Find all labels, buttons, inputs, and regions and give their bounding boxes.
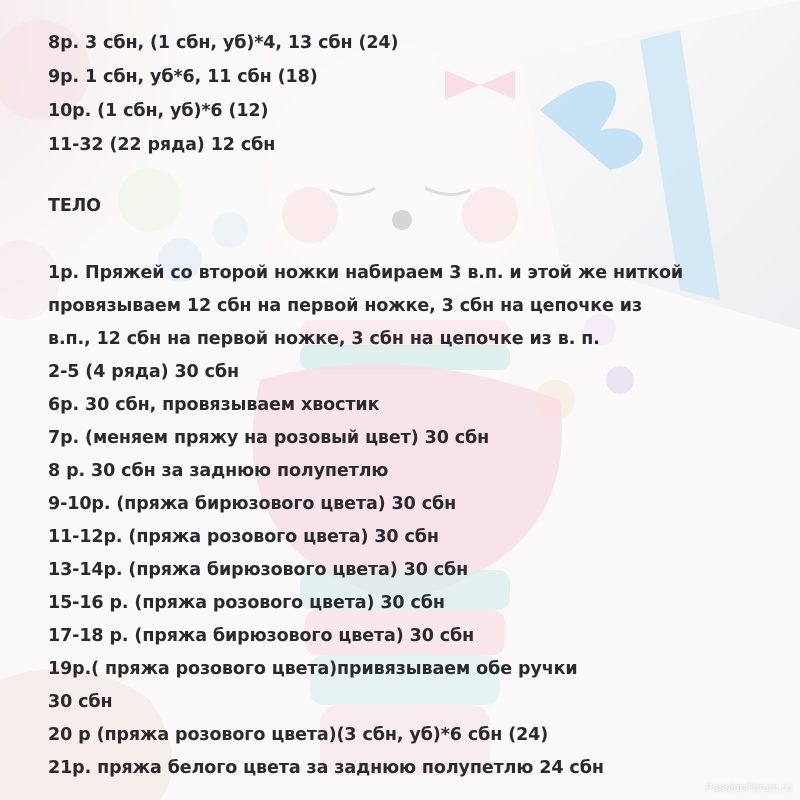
head-row-11-32: 11-32 (22 ряда) 12 сбн [48,135,276,155]
section-title: ТЕЛО [48,196,101,216]
body-row: провязываем 12 сбн на первой ножке, 3 сбн на цепочке из [48,296,643,316]
body-row: 1р. Пряжей со второй ножки набираем 3 в.п. и этой же ниткой [48,263,684,283]
body-row: 15-16 р. (пряжа розового цвета) 30 сбн [48,593,445,613]
body-row: 20 р (пряжа розового цвета)(3 сбн, уб)*6 сбн (24) [48,725,549,745]
body-row: 6р. 30 сбн, провязываем хвостик [48,395,380,415]
body-row: 11-12р. (пряжа розового цвета) 30 сбн [48,527,439,547]
head-row-10: 10р. (1 сбн, уб)*6 (12) [48,101,269,121]
body-row: 8 р. 30 сбн за заднюю полупетлю [48,461,389,481]
body-row: 19р.( пряжа розового цвета)привязываем обе ручки [48,659,578,679]
body-row: 7р. (меняем пряжу на розовый цвет) 30 сбн [48,428,490,448]
pattern-text [48,28,768,778]
head-row-8: 8р. 3 сбн, (1 сбн, уб)*4, 13 сбн (24) [48,33,399,53]
watermark: PassionForum.ru [705,782,792,794]
body-row: 2-5 (4 ряда) 30 сбн [48,362,240,382]
body-row: в.п., 12 сбн на первой ножке, 3 сбн на цепочке из в. п. [48,329,600,349]
body-row: 30 сбн [48,692,113,712]
body-row: 9-10р. (пряжа бирюзового цвета) 30 сбн [48,494,457,514]
body-row: 17-18 р. (пряжа бирюзового цвета) 30 сбн [48,626,475,646]
body-row: 21р. пряжа белого цвета за заднюю полупетлю 24 сбн [48,758,604,778]
head-row-9: 9р. 1 сбн, уб*6, 11 сбн (18) [48,67,318,87]
body-row: 13-14р. (пряжа бирюзового цвета) 30 сбн [48,560,469,580]
